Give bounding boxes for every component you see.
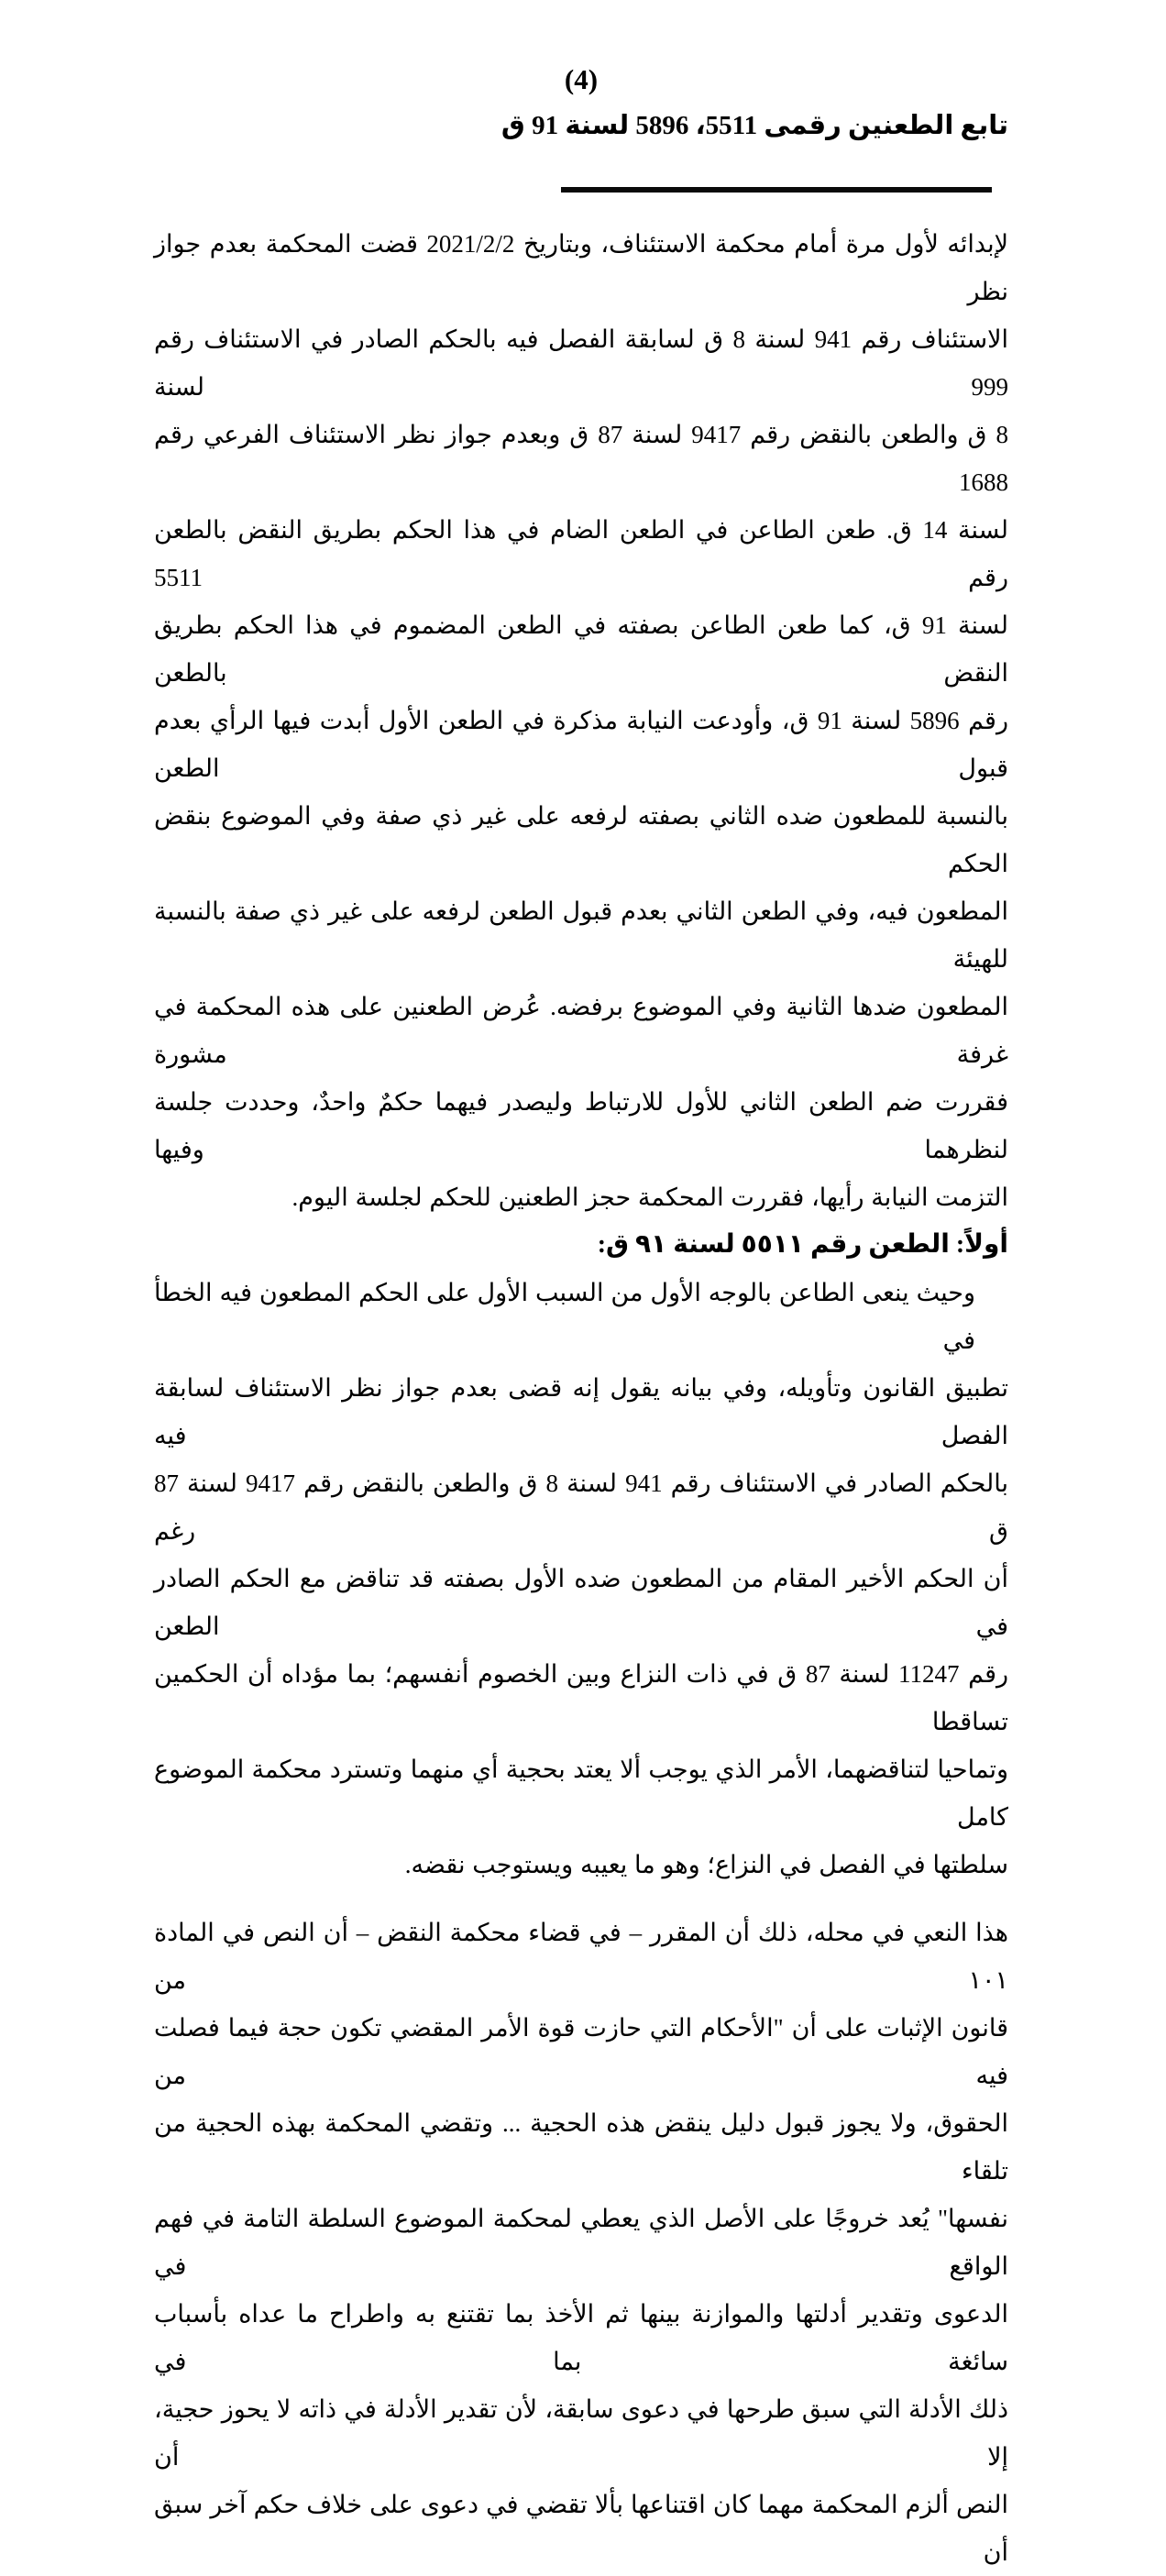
header-title: تابع الطعنين رقمى 5511، 5896 لسنة 91 ق xyxy=(500,111,1008,140)
text-line: النص ألزم المحكمة مهما كان اقتناعها بألا تقضي في دعوى على خلاف حكم آخر سبق أن xyxy=(154,2491,1008,2566)
document-body xyxy=(154,220,1008,2576)
text-line: أن الحكم الأخير المقام من المطعون ضده الأول بصفته قد تناقض مع الحكم الصادر في الطعن xyxy=(154,1565,1008,1640)
text-line: لإبدائه لأول مرة أمام محكمة الاستئناف، وبتاريخ 2021/2/2 قضت المحكمة بعدم جواز نظر xyxy=(154,230,1008,305)
text-line: بالنسبة للمطعون ضده الثاني بصفته لرفعه على غير ذي صفة وفي الموضوع بنقض الحكم xyxy=(154,802,1008,877)
text-line: المطعون ضدها الثانية وفي الموضوع برفضه. عُرض الطعنين على هذه المحكمة في غرفة مشورة xyxy=(154,993,1008,1068)
text-line: هذا النعي في محله، ذلك أن المقرر – في قضاء محكمة النقض – أن النص في المادة ١٠١ من xyxy=(154,1919,1008,1994)
paragraph-procedural-history xyxy=(154,220,1008,1221)
text-line: سلطتها في الفصل في النزاع؛ وهو ما يعيبه ويستوجب نقضه. xyxy=(404,1851,1008,1878)
text-line: لسنة 91 ق، كما طعن الطاعن بصفته في الطعن المضموم في هذا الحكم بطريق النقض بالطعن xyxy=(154,611,1008,687)
text-line: الحقوق، ولا يجوز قبول دليل ينقض هذه الحجية ... وتقضي المحكمة بهذه الحجية من تلقاء xyxy=(154,2109,1008,2185)
page-number: (4) xyxy=(564,63,599,95)
text-line: قانون الإثبات على أن "الأحكام التي حازت قوة الأمر المقضي تكون حجة فيما فصلت فيه من xyxy=(154,2014,1008,2089)
text-line: وتماحيا لتناقضهما، الأمر الذي يوجب ألا يعتد بحجية أي منهما وتسترد محكمة الموضوع كامل xyxy=(154,1756,1008,1831)
text-line: وحيث ينعى الطاعن بالوجه الأول من السبب الأول على الحكم المطعون فيه الخطأ في xyxy=(154,1279,975,1354)
text-line: بالحكم الصادر في الاستئناف رقم 941 لسنة 8 ق والطعن بالنقض رقم 9417 لسنة 87 ق رغم xyxy=(154,1470,1009,1545)
text-line: الدعوى وتقدير أدلتها والموازنة بينها ثم الأخذ بما تقتنع به واطراح ما عداه بأسباب سائغة بما في xyxy=(154,2300,1008,2375)
paragraph-court-reasoning xyxy=(154,1909,1008,2576)
text-line: لسنة 14 ق. طعن الطاعن في الطعن الضام في هذا الحكم بطريق النقض بالطعن رقم 5511 xyxy=(154,516,1008,591)
text-line: نفسها" يُعد خروجًا على الأصل الذي يعطي لمحكمة الموضوع السلطة التامة في فهم الواقع في xyxy=(154,2205,1008,2280)
text-line: رقم 5896 لسنة 91 ق، وأودعت النيابة مذكرة في الطعن الأول أبدت فيها الرأي بعدم قبول الطعن xyxy=(154,707,1009,782)
text-line: الاستئناف رقم 941 لسنة 8 ق لسابقة الفصل فيه بالحكم الصادر في الاستئناف رقم 999 لسنة xyxy=(154,325,1008,401)
text-line: التزمت النيابة رأيها، فقررت المحكمة حجز الطعنين للحكم لجلسة اليوم. xyxy=(292,1183,1008,1211)
text-line: تطبيق القانون وتأويله، وفي بيانه يقول إنه قضى بعدم جواز نظر الاستئناف لسابقة الفصل فيه xyxy=(154,1374,1008,1449)
paragraph-appellant-ground xyxy=(154,1269,1008,1888)
text-line: ذلك الأدلة التي سبق طرحها في دعوى سابقة، لأن تقدير الأدلة في ذاته لا يحوز حجية، إلا أن xyxy=(154,2395,1008,2471)
text-line: فقررت ضم الطعن الثاني للأول للارتباط وليصدر فيهما حكمٌ واحدٌ، وحددت جلسة لنظرهما وفيها xyxy=(154,1088,1008,1163)
header-rule-divider xyxy=(561,187,992,193)
section-heading-first-appeal: أولاً: الطعن رقم ٥٥١١ لسنة ٩١ ق: xyxy=(597,1230,1008,1259)
text-line: 8 ق والطعن بالنقض رقم 9417 لسنة 87 ق وبعدم جواز نظر الاستئناف الفرعي رقم 1688 xyxy=(154,421,1008,496)
text-line: رقم 11247 لسنة 87 ق في ذات النزاع وبين الخصوم أنفسهم؛ بما مؤداه أن الحكمين تساقطا xyxy=(154,1660,1009,1735)
text-line: المطعون فيه، وفي الطعن الثاني بعدم قبول الطعن لرفعه على غير ذي صفة بالنسبة للهيئة xyxy=(154,897,1008,973)
